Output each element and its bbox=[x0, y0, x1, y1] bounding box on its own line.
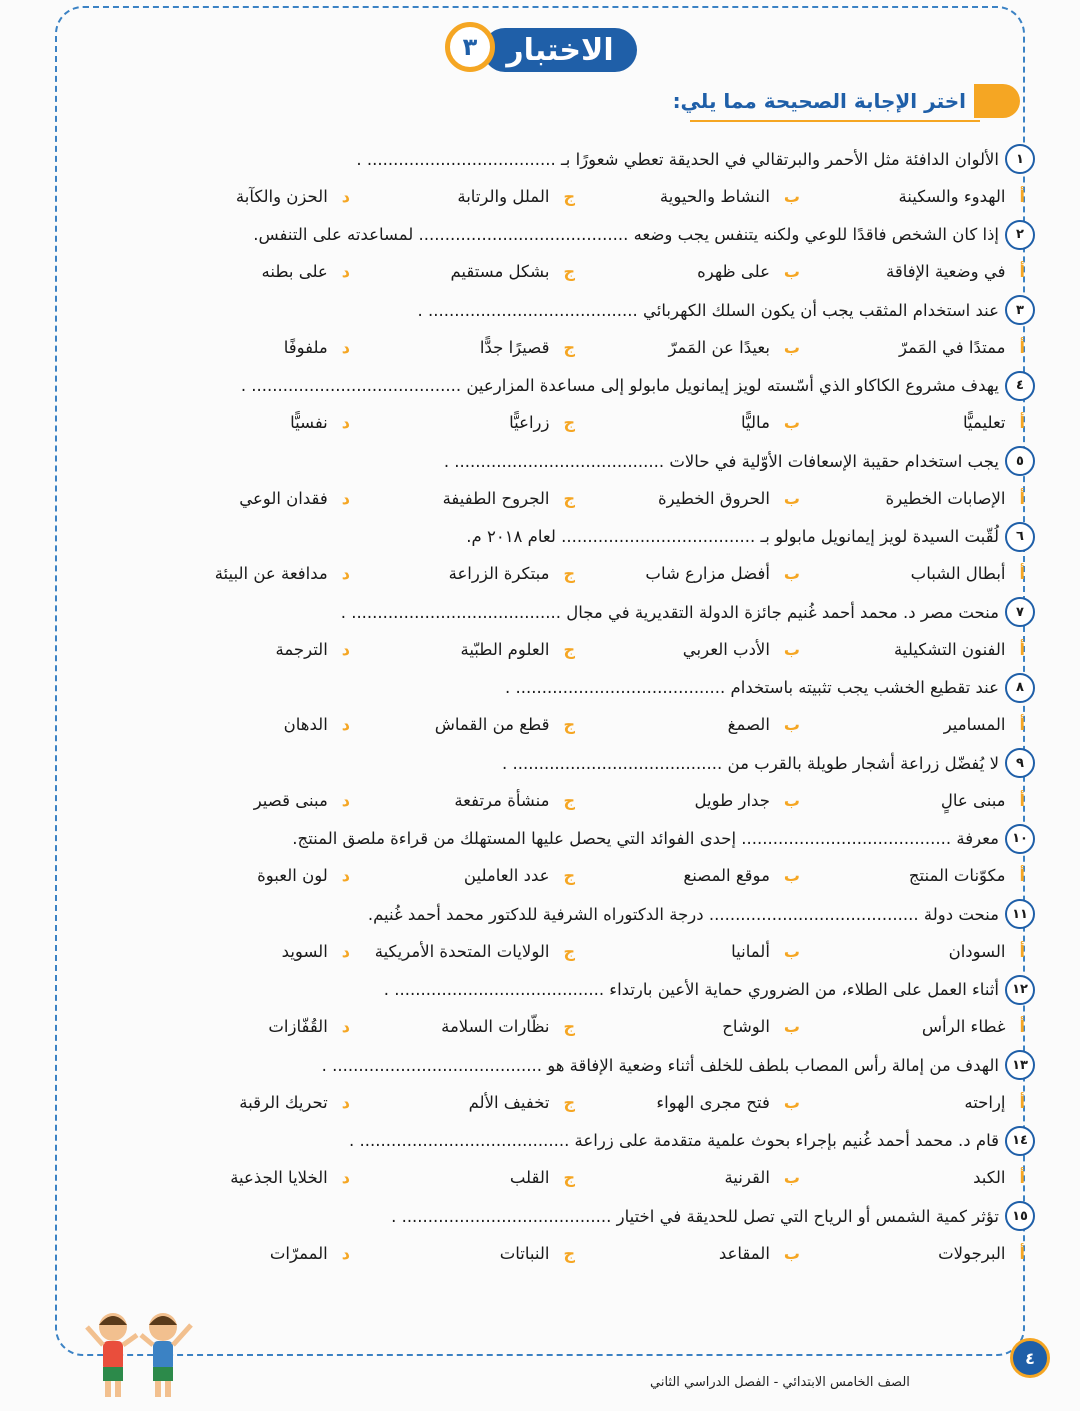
kids-illustration-icon bbox=[75, 1305, 205, 1405]
answer-option[interactable] bbox=[350, 262, 575, 281]
answer-options bbox=[55, 705, 1035, 745]
question-number: ٣ bbox=[1005, 295, 1035, 325]
question-stem bbox=[55, 142, 1035, 176]
question-text: إذا كان الشخص فاقدًا للوعي ولكنه يتنفس يجب وضعه ........................................ لمساعدته على التنفس. bbox=[253, 225, 999, 244]
answer-options bbox=[55, 403, 1035, 443]
option-text: القلب bbox=[509, 1168, 550, 1187]
answer-options bbox=[55, 931, 1035, 971]
answer-option[interactable] bbox=[350, 413, 575, 432]
answer-option[interactable] bbox=[125, 564, 350, 583]
option-letter: ب bbox=[783, 337, 800, 357]
option-letter: ب bbox=[783, 186, 800, 206]
question-text: يهدف مشروع الكاكاو الذي أسّسته لويز إيمانويل مابولو إلى مساعدة المزارعين ........................................ . bbox=[240, 376, 999, 395]
question-item bbox=[55, 973, 1035, 1047]
option-letter: ج bbox=[563, 639, 575, 659]
option-letter: أ bbox=[1019, 488, 1025, 508]
option-text: الإصابات الخطيرة bbox=[885, 488, 1006, 508]
option-text: ملفوفًا bbox=[283, 337, 328, 357]
answer-option[interactable] bbox=[350, 187, 575, 206]
option-text: الدهان bbox=[283, 715, 328, 734]
question-text: عند تقطيع الخشب يجب تثبيته باستخدام ........................................ . bbox=[505, 678, 999, 697]
answer-option[interactable] bbox=[800, 791, 1025, 810]
option-text: نفسيًّا bbox=[290, 413, 328, 432]
question-text: لا يُفضّل زراعة أشجار طويلة بالقرب من ........................................ . bbox=[501, 753, 999, 773]
answer-option[interactable] bbox=[575, 1017, 800, 1036]
question-text: أثناء العمل على الطلاء، من الضروري حماية الأعين بارتداء ........................................ . bbox=[383, 980, 999, 999]
option-letter: ج bbox=[563, 941, 575, 961]
option-letter: ب bbox=[783, 790, 800, 810]
answer-option[interactable] bbox=[125, 640, 350, 659]
question-item bbox=[55, 897, 1035, 971]
answer-option[interactable] bbox=[800, 715, 1025, 734]
question-item bbox=[55, 142, 1035, 216]
option-text: المقاعد bbox=[718, 1243, 770, 1263]
option-text: أبطال الشباب bbox=[910, 564, 1006, 583]
option-text: الأدب العربي bbox=[682, 639, 770, 659]
answer-option[interactable] bbox=[800, 564, 1025, 583]
answer-option[interactable] bbox=[800, 413, 1025, 432]
question-number: ١٢ bbox=[1005, 975, 1035, 1005]
option-text: بشكل مستقيم bbox=[450, 262, 550, 281]
answer-options bbox=[55, 1082, 1035, 1122]
option-letter: أ bbox=[1019, 1092, 1025, 1112]
option-letter: ج bbox=[563, 413, 575, 432]
option-letter: ب bbox=[783, 262, 800, 281]
answer-option[interactable] bbox=[575, 942, 800, 961]
option-letter: ج bbox=[563, 1243, 575, 1263]
option-text: البرجولات bbox=[938, 1243, 1006, 1263]
option-text: الحزن والكآبة bbox=[235, 186, 328, 206]
instruction-text: اختر الإجابة الصحيحة مما يلي: bbox=[672, 89, 966, 113]
instruction-heading bbox=[673, 84, 1020, 118]
answer-option[interactable] bbox=[800, 262, 1025, 281]
question-item bbox=[55, 822, 1035, 896]
answer-options bbox=[55, 327, 1035, 367]
option-text: منشأة مرتفعة bbox=[454, 790, 550, 810]
option-letter: ب bbox=[783, 1168, 800, 1187]
question-text: منحت دولة ........................................ درجة الدكتوراه الشرفية للدكتور محمد أحمد غُنيم. bbox=[367, 904, 999, 924]
answer-options bbox=[55, 252, 1035, 292]
question-stem bbox=[55, 671, 1035, 705]
answer-option[interactable] bbox=[575, 564, 800, 583]
question-item bbox=[55, 293, 1035, 367]
question-number: ١١ bbox=[1005, 899, 1035, 929]
question-stem bbox=[55, 1124, 1035, 1158]
option-text: جدار طويل bbox=[694, 790, 770, 810]
question-stem bbox=[55, 520, 1035, 554]
option-letter: ج bbox=[563, 564, 575, 583]
answer-option[interactable] bbox=[125, 1168, 350, 1187]
answer-option[interactable] bbox=[575, 1093, 800, 1112]
answer-option[interactable] bbox=[575, 791, 800, 810]
option-text: الممرّات bbox=[269, 1243, 328, 1263]
question-number: ٢ bbox=[1005, 220, 1035, 250]
option-letter: أ bbox=[1019, 790, 1025, 810]
option-letter: أ bbox=[1019, 866, 1025, 885]
answer-option[interactable] bbox=[125, 413, 350, 432]
question-text: معرفة ........................................ إحدى الفوائد التي يحصل عليها المستهلك من قراءة ملصق المنتج. bbox=[292, 829, 999, 848]
answer-options bbox=[55, 1158, 1035, 1198]
option-text: موقع المصنع bbox=[683, 866, 770, 885]
answer-option[interactable] bbox=[575, 413, 800, 432]
option-text: الحروق الخطيرة bbox=[658, 488, 770, 508]
question-number: ٦ bbox=[1005, 522, 1035, 552]
question-item bbox=[55, 595, 1035, 669]
answer-option[interactable] bbox=[125, 187, 350, 206]
question-text: عند استخدام المثقب يجب أن يكون السلك الكهربائي ........................................ . bbox=[417, 300, 999, 320]
answer-options bbox=[55, 856, 1035, 896]
option-text: في وضعية الإفاقة bbox=[885, 262, 1006, 281]
answer-option[interactable] bbox=[350, 338, 575, 357]
option-text: العلوم الطبّية bbox=[460, 639, 550, 659]
page-number: ٤ bbox=[1010, 1338, 1050, 1378]
question-stem bbox=[55, 746, 1035, 780]
question-number: ٩ bbox=[1005, 748, 1035, 778]
answer-option[interactable] bbox=[125, 1017, 350, 1036]
option-letter: د bbox=[341, 262, 350, 281]
question-stem bbox=[55, 1048, 1035, 1082]
answer-option[interactable] bbox=[575, 640, 800, 659]
option-letter: د bbox=[341, 1092, 350, 1112]
option-text: على بطنه bbox=[261, 262, 328, 281]
answer-option[interactable] bbox=[350, 489, 575, 508]
option-text: الخلايا الجذعية bbox=[230, 1168, 328, 1187]
test-title: الاختبار bbox=[483, 28, 637, 72]
option-letter: د bbox=[341, 488, 350, 508]
answer-option[interactable] bbox=[350, 1093, 575, 1112]
question-stem bbox=[55, 218, 1035, 252]
option-letter: د bbox=[341, 639, 350, 659]
option-text: نظّارات السلامة bbox=[441, 1017, 550, 1036]
option-text: الهدوء والسكينة bbox=[898, 186, 1006, 206]
answer-option[interactable] bbox=[350, 1244, 575, 1263]
option-letter: د bbox=[341, 564, 350, 583]
option-text: مبتكرة الزراعة bbox=[448, 564, 550, 583]
answer-option[interactable] bbox=[800, 866, 1025, 885]
footer-grade: الصف الخامس الابتدائي - الفصل الدراسي الثاني bbox=[650, 1375, 910, 1390]
answer-option[interactable] bbox=[575, 187, 800, 206]
option-letter: أ bbox=[1019, 564, 1025, 583]
option-letter: أ bbox=[1019, 1243, 1025, 1263]
answer-option[interactable] bbox=[350, 1168, 575, 1187]
question-number: ٤ bbox=[1005, 371, 1035, 401]
option-letter: ب bbox=[783, 564, 800, 583]
option-text: الجروح الطفيفة bbox=[442, 488, 550, 508]
answer-option[interactable] bbox=[125, 338, 350, 357]
option-letter: ب bbox=[783, 488, 800, 508]
question-text: منحت مصر د. محمد أحمد غُنيم جائزة الدولة التقديرية في مجال ........................................ . bbox=[340, 602, 999, 622]
option-text: غطاء الرأس bbox=[921, 1017, 1006, 1036]
answer-option[interactable] bbox=[125, 262, 350, 281]
option-letter: د bbox=[341, 866, 350, 885]
option-text: تعليميًّا bbox=[962, 413, 1006, 432]
answer-options bbox=[55, 1007, 1035, 1047]
option-letter: أ bbox=[1019, 1168, 1025, 1187]
option-letter: ج bbox=[563, 866, 575, 885]
option-text: الولايات المتحدة الأمريكية bbox=[374, 941, 550, 961]
answer-options bbox=[55, 780, 1035, 820]
option-text: قصيرًا جدًّا bbox=[479, 337, 550, 357]
test-title-badge bbox=[445, 22, 637, 80]
question-item bbox=[55, 1124, 1035, 1198]
question-item bbox=[55, 444, 1035, 518]
option-text: فقدان الوعي bbox=[239, 488, 328, 508]
option-letter: أ bbox=[1019, 715, 1025, 734]
answer-option[interactable] bbox=[125, 791, 350, 810]
option-text: القُفّازات bbox=[268, 1017, 328, 1036]
option-text: فتح مجرى الهواء bbox=[656, 1092, 770, 1112]
option-letter: د bbox=[341, 715, 350, 734]
question-item bbox=[55, 1048, 1035, 1122]
option-letter: ب bbox=[783, 866, 800, 885]
option-text: ألمانيا bbox=[731, 941, 770, 961]
question-item bbox=[55, 746, 1035, 820]
option-letter: ج bbox=[563, 488, 575, 508]
option-letter: أ bbox=[1019, 413, 1025, 432]
answer-option[interactable] bbox=[125, 715, 350, 734]
option-letter: أ bbox=[1019, 337, 1025, 357]
option-letter: ب bbox=[783, 639, 800, 659]
option-text: أفضل مزارع شاب bbox=[645, 564, 770, 583]
answer-option[interactable] bbox=[350, 564, 575, 583]
answer-option[interactable] bbox=[800, 640, 1025, 659]
answer-option[interactable] bbox=[800, 1093, 1025, 1112]
option-text: القرنية bbox=[724, 1168, 770, 1187]
question-stem bbox=[55, 973, 1035, 1007]
option-text: النشاط والحيوية bbox=[659, 186, 770, 206]
option-letter: ب bbox=[783, 1092, 800, 1112]
question-number: ٥ bbox=[1005, 446, 1035, 476]
answer-option[interactable] bbox=[800, 489, 1025, 508]
answer-options bbox=[55, 176, 1035, 216]
answer-option[interactable] bbox=[125, 489, 350, 508]
question-number: ٨ bbox=[1005, 673, 1035, 703]
option-letter: ب bbox=[783, 1243, 800, 1263]
option-letter: ج bbox=[563, 1092, 575, 1112]
option-letter: د bbox=[341, 1168, 350, 1187]
option-letter: ج bbox=[563, 715, 575, 734]
instruction-tab-icon bbox=[974, 84, 1020, 118]
option-text: قطع من القماش bbox=[434, 715, 550, 734]
option-text: بعيدًا عن المَمرّ bbox=[668, 337, 770, 357]
answer-option[interactable] bbox=[350, 715, 575, 734]
question-number: ١٣ bbox=[1005, 1050, 1035, 1080]
option-letter: د bbox=[341, 1017, 350, 1036]
option-text: النباتات bbox=[499, 1243, 550, 1263]
option-text: زراعيًّا bbox=[509, 413, 550, 432]
instruction-underline bbox=[690, 120, 980, 122]
question-number: ١٥ bbox=[1005, 1201, 1035, 1231]
option-letter: ب bbox=[783, 413, 800, 432]
answer-option[interactable] bbox=[575, 489, 800, 508]
question-text: تؤثر كمية الشمس أو الرياح التي تصل للحديقة في اختيار ........................................ . bbox=[391, 1206, 999, 1226]
option-text: ماليًّا bbox=[741, 413, 770, 432]
question-stem bbox=[55, 369, 1035, 403]
answer-option[interactable] bbox=[575, 1168, 800, 1187]
option-text: مدافعة عن البيئة bbox=[214, 564, 328, 583]
option-text: الصمغ bbox=[727, 715, 770, 734]
question-number: ١٤ bbox=[1005, 1126, 1035, 1156]
option-text: تحريك الرقبة bbox=[239, 1092, 328, 1112]
question-stem bbox=[55, 822, 1035, 856]
question-item bbox=[55, 218, 1035, 292]
question-item bbox=[55, 520, 1035, 594]
answer-option[interactable] bbox=[575, 338, 800, 357]
answer-option[interactable] bbox=[800, 942, 1025, 961]
question-stem bbox=[55, 293, 1035, 327]
option-letter: د bbox=[341, 186, 350, 206]
question-stem bbox=[55, 595, 1035, 629]
question-number: ٧ bbox=[1005, 597, 1035, 627]
answer-option[interactable] bbox=[575, 262, 800, 281]
option-text: لون العبوة bbox=[257, 866, 328, 885]
question-number: ١ bbox=[1005, 144, 1035, 174]
answer-option[interactable] bbox=[575, 1244, 800, 1263]
option-text: السويد bbox=[281, 941, 328, 961]
answer-options bbox=[55, 478, 1035, 518]
option-text: مكوّنات المنتج bbox=[908, 866, 1006, 885]
option-letter: أ bbox=[1019, 262, 1025, 281]
answer-option[interactable] bbox=[800, 1168, 1025, 1187]
question-stem bbox=[55, 444, 1035, 478]
option-letter: د bbox=[341, 941, 350, 961]
answer-option[interactable] bbox=[800, 338, 1025, 357]
option-text: الملل والرتابة bbox=[457, 186, 550, 206]
option-letter: د bbox=[341, 790, 350, 810]
answer-option[interactable] bbox=[350, 866, 575, 885]
answer-option[interactable] bbox=[575, 866, 800, 885]
option-letter: ج bbox=[563, 1168, 575, 1187]
answer-option[interactable] bbox=[125, 942, 350, 961]
option-text: على ظهره bbox=[697, 262, 770, 281]
option-text: مبنى قصير bbox=[253, 790, 328, 810]
answer-options bbox=[55, 1233, 1035, 1273]
answer-option[interactable] bbox=[350, 640, 575, 659]
question-text: الهدف من إمالة رأس المصاب بلطف للخلف أثناء وضعية الإفاقة هو ........................................ . bbox=[321, 1055, 999, 1075]
option-letter: أ bbox=[1019, 941, 1025, 961]
answer-options bbox=[55, 629, 1035, 669]
option-letter: ج bbox=[563, 186, 575, 206]
option-text: الترجمة bbox=[275, 639, 328, 659]
option-text: السودان bbox=[948, 941, 1006, 961]
answer-option[interactable] bbox=[125, 1093, 350, 1112]
option-text: ممتدًا في المَمرّ bbox=[898, 337, 1006, 357]
option-letter: ب bbox=[783, 715, 800, 734]
option-letter: د bbox=[341, 337, 350, 357]
question-text: قام د. محمد أحمد غُنيم بإجراء بحوث علمية متقدمة على زراعة ........................................ . bbox=[349, 1131, 999, 1150]
option-text: إراحته bbox=[964, 1092, 1006, 1112]
answer-option[interactable] bbox=[350, 942, 575, 961]
option-letter: أ bbox=[1019, 1017, 1025, 1036]
answer-option[interactable] bbox=[800, 187, 1025, 206]
option-letter: ب bbox=[783, 941, 800, 961]
question-text: الألوان الدافئة مثل الأحمر والبرتقالي في الحديقة تعطي شعورًا بـ .................................... . bbox=[356, 149, 999, 169]
option-letter: د bbox=[341, 413, 350, 432]
option-letter: ج bbox=[563, 790, 575, 810]
answer-option[interactable] bbox=[575, 715, 800, 734]
question-item bbox=[55, 1199, 1035, 1273]
option-letter: ب bbox=[783, 1017, 800, 1036]
option-text: عدد العاملين bbox=[463, 866, 550, 885]
question-text: لُقّبت السيدة لويز إيمانويل مابولو بـ ..................................... لعام ٢٠١٨ م. bbox=[466, 527, 999, 546]
option-letter: ج bbox=[563, 1017, 575, 1036]
question-item bbox=[55, 369, 1035, 443]
option-letter: أ bbox=[1019, 639, 1025, 659]
option-letter: د bbox=[341, 1243, 350, 1263]
option-text: مبنى عالٍ bbox=[940, 790, 1006, 810]
option-text: الوشاح bbox=[722, 1017, 770, 1036]
answer-option[interactable] bbox=[125, 866, 350, 885]
question-stem bbox=[55, 897, 1035, 931]
option-letter: أ bbox=[1019, 186, 1025, 206]
answer-option[interactable] bbox=[800, 1017, 1025, 1036]
option-text: المسامير bbox=[943, 715, 1006, 734]
option-letter: ج bbox=[563, 262, 575, 281]
answer-option[interactable] bbox=[350, 791, 575, 810]
answer-option[interactable] bbox=[125, 1244, 350, 1263]
option-text: الكبد bbox=[973, 1168, 1006, 1187]
option-letter: ج bbox=[563, 337, 575, 357]
question-item bbox=[55, 671, 1035, 745]
test-number: ٣ bbox=[445, 22, 495, 72]
option-text: تخفيف الألم bbox=[468, 1092, 550, 1112]
option-text: الفنون التشكيلية bbox=[894, 639, 1006, 659]
answer-option[interactable] bbox=[350, 1017, 575, 1036]
answer-option[interactable] bbox=[800, 1244, 1025, 1263]
question-number: ١٠ bbox=[1005, 824, 1035, 854]
question-stem bbox=[55, 1199, 1035, 1233]
question-text: يجب استخدام حقيبة الإسعافات الأوّلية في حالات ........................................ . bbox=[443, 451, 999, 471]
answer-options bbox=[55, 554, 1035, 594]
